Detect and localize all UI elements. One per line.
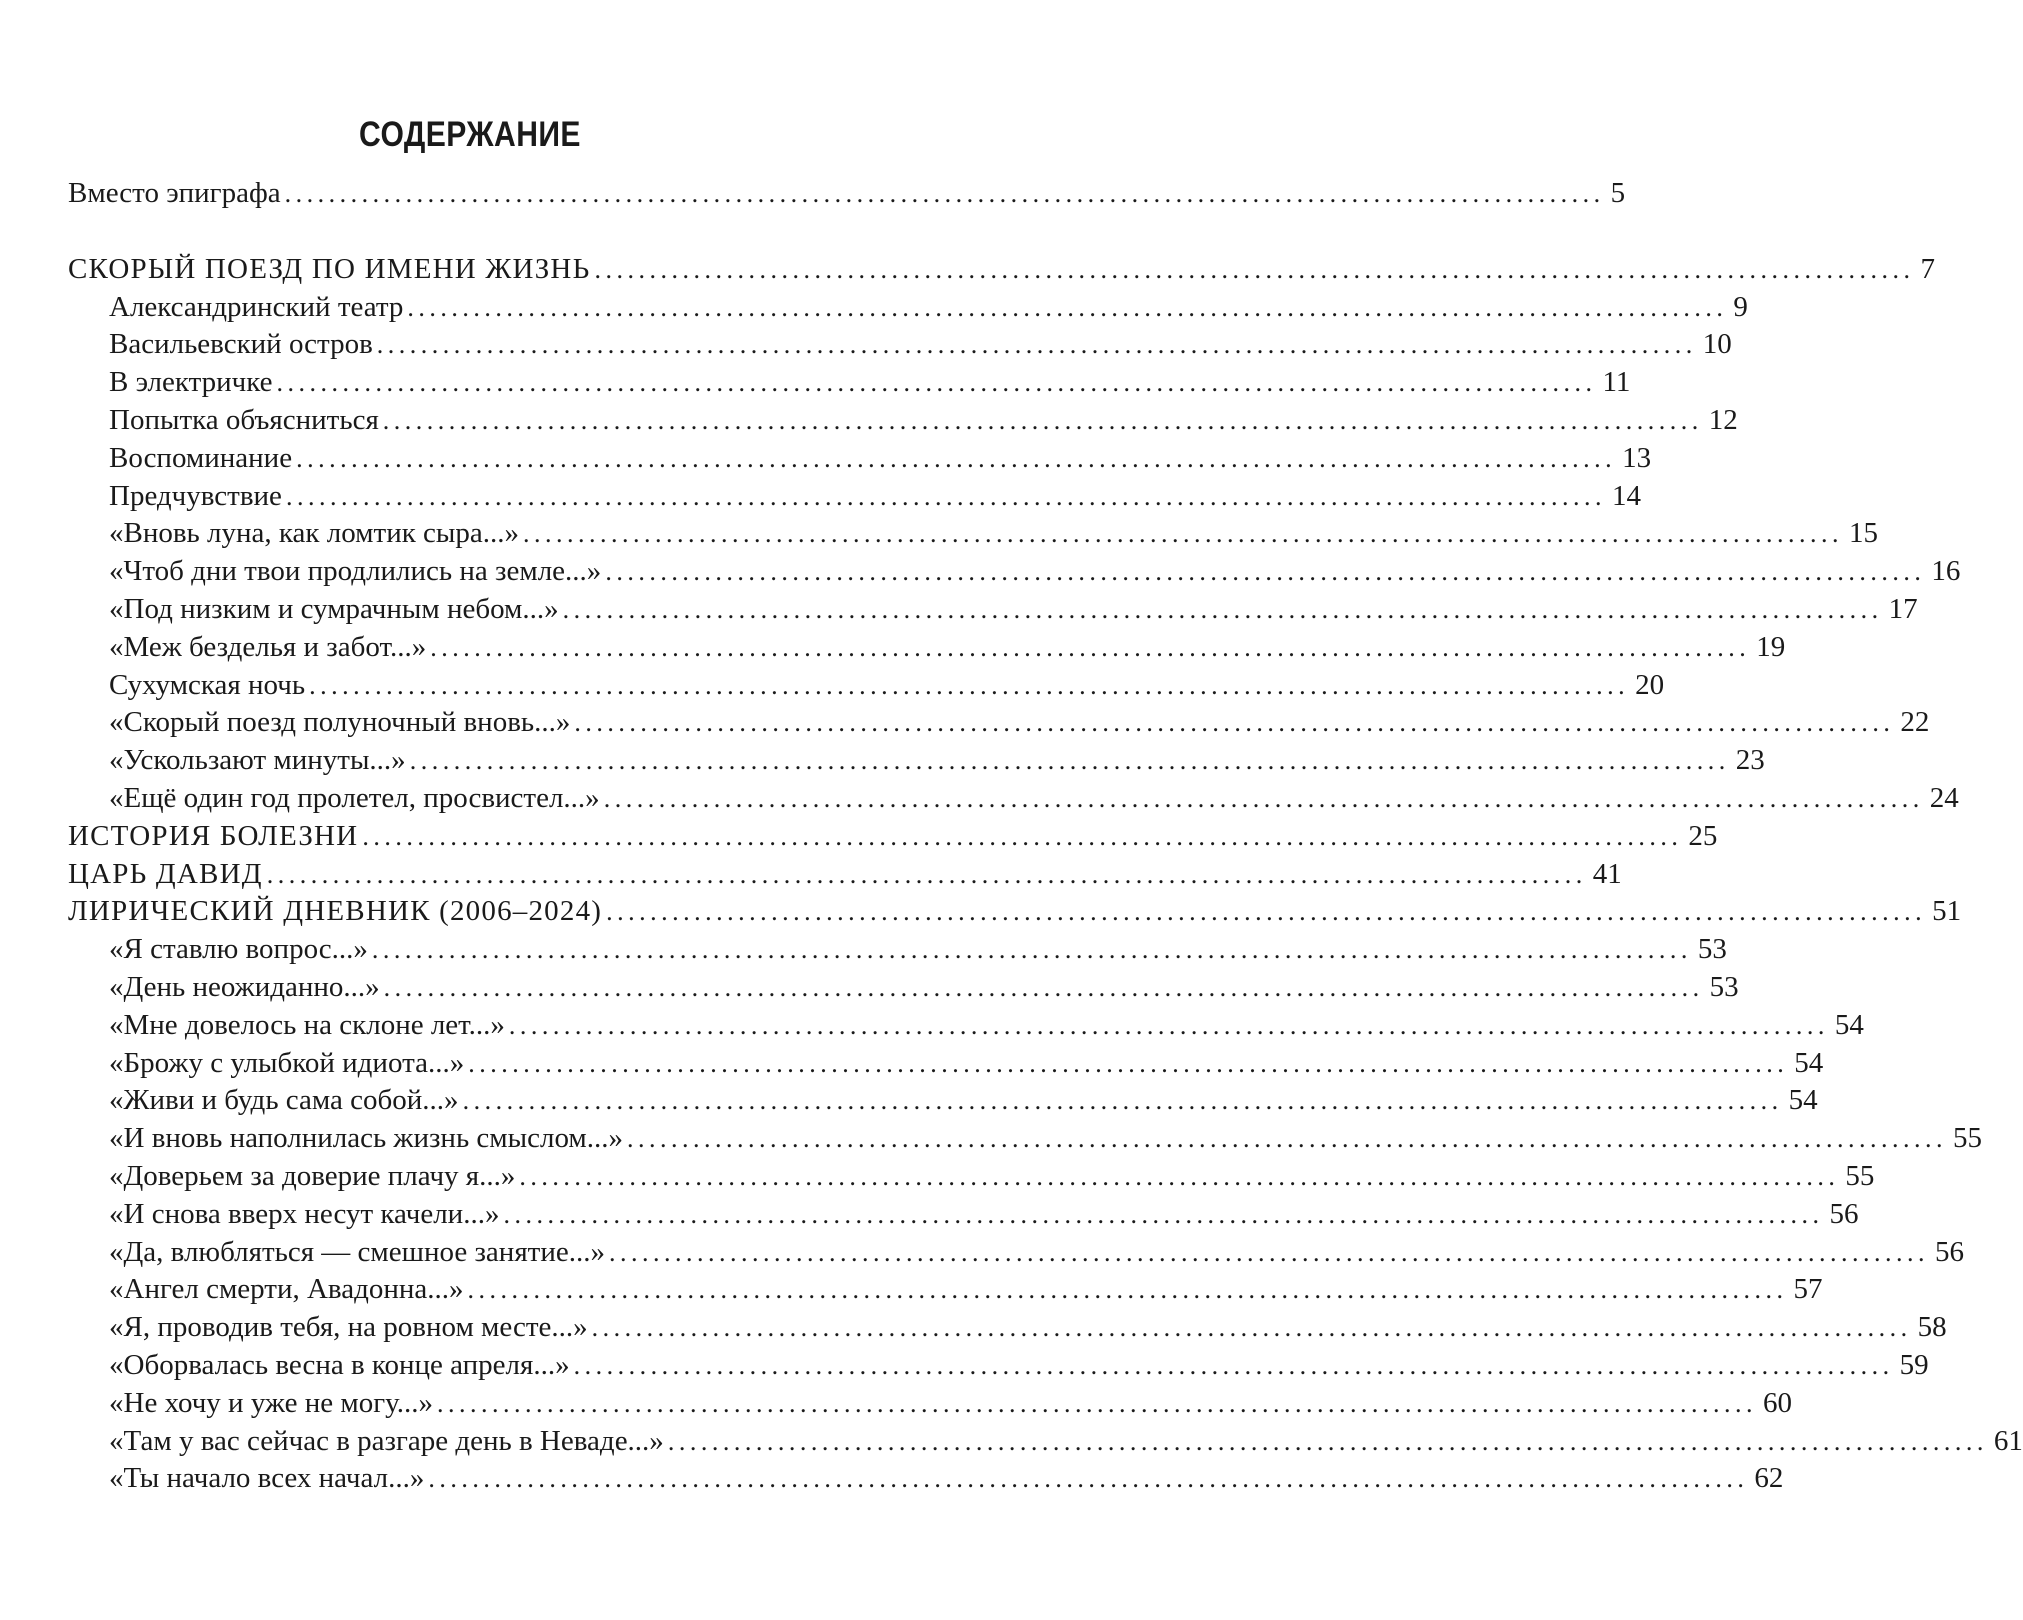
toc-entry-title: «Чтоб дни твои продлились на земле...» [109, 555, 602, 588]
toc-entry-page-number: 55 [1953, 1122, 1983, 1155]
dot-leader: ........................................................................................................................ [428, 1464, 1749, 1494]
dot-leader: ........................................................................................................................ [276, 368, 1597, 398]
toc-entry-page-number: 17 [1888, 592, 1918, 625]
toc-entry-title: «И снова вверх несут качели...» [109, 1197, 500, 1230]
toc-entry-title: «Я ставлю вопрос...» [109, 933, 368, 966]
toc-entry-title: Сухумская ночь [109, 668, 306, 701]
toc-entry-title: «День неожиданно...» [109, 970, 380, 1003]
toc-entry-page-number: 19 [1756, 630, 1786, 663]
toc-entry [68, 969, 1739, 1007]
toc-entry-title: Воспоминание [109, 441, 293, 474]
dot-leader: ........................................................................................................................ [574, 708, 1895, 738]
toc-entry [68, 1120, 1983, 1158]
dot-leader: ........................................................................................................................ [382, 405, 1703, 435]
dot-leader: ........................................................................................................................ [409, 746, 1730, 776]
toc-entry-page-number: 20 [1635, 668, 1665, 701]
toc-entry-title: Васильевский остров [109, 328, 373, 361]
toc-entry-page-number: 22 [1900, 706, 1930, 739]
toc-entry [68, 667, 1665, 705]
toc-entry-page-number: 59 [1899, 1348, 1929, 1381]
toc-entry [68, 780, 1959, 818]
toc-entry-title: «Оборвалась весна в конце апреля...» [109, 1348, 570, 1381]
toc-entry-title: Предчувствие [109, 479, 282, 512]
toc-entry-title: Александринский театр [109, 290, 404, 323]
dot-leader: ........................................................................................................................ [296, 443, 1617, 473]
toc-entry [68, 553, 1961, 591]
dot-leader: ........................................................................................................................ [667, 1426, 1988, 1456]
toc-entry-page-number: 56 [1934, 1235, 1964, 1268]
toc-entry [68, 591, 1918, 629]
toc-entry-page-number: 41 [1592, 857, 1622, 890]
dot-leader: ........................................................................................................................ [376, 330, 1697, 360]
dot-leader: ........................................................................................................................ [371, 935, 1692, 965]
toc-entry [68, 326, 1732, 364]
toc-entry [68, 478, 1641, 516]
dot-leader: ........................................................................................................................ [309, 670, 1630, 700]
dot-leader: ........................................................................................................................ [467, 1275, 1788, 1305]
toc-entry-page-number: 55 [1845, 1159, 1875, 1192]
toc-entry-title: «Скорый поезд полуночный вновь...» [109, 706, 571, 739]
toc-entry-page-number: 24 [1929, 781, 1959, 814]
toc-entry-page-number: 25 [1688, 819, 1718, 852]
dot-leader: ........................................................................................................................ [606, 897, 1927, 927]
toc-entry [68, 1007, 1864, 1045]
dot-leader: ........................................................................................................................ [430, 632, 1751, 662]
toc-entry-title: Вместо эпиграфа [68, 177, 281, 209]
toc-entry-page-number: 15 [1849, 517, 1879, 550]
toc-entry-page-number: 54 [1794, 1046, 1824, 1079]
toc-entry [68, 1423, 2023, 1461]
toc-entry-page-number: 11 [1602, 366, 1631, 399]
toc-entry [68, 1196, 1859, 1234]
toc-entry-title: «Ангел смерти, Авадонна...» [109, 1273, 464, 1306]
toc-entry-title: «Ускользают минуты...» [109, 744, 406, 777]
toc-entry-title: Попытка объясниться [109, 403, 379, 436]
toc-entry-title: «Меж безделья и забот...» [109, 630, 427, 663]
table-of-contents [68, 175, 2023, 1498]
dot-leader: ........................................................................................................................ [462, 1086, 1783, 1116]
toc-entry-title: СКОРЫЙ ПОЕЗД ПО ИМЕНИ ЖИЗНЬ [68, 252, 591, 285]
toc-entry-title: «Не хочу и уже не могу...» [109, 1386, 433, 1419]
toc-entry-title: «Ты начало всех начал...» [109, 1462, 425, 1495]
toc-entry-page-number: 23 [1735, 744, 1765, 777]
toc-entry [68, 440, 1652, 478]
dot-leader: ........................................................................................................................ [407, 292, 1728, 322]
toc-entry-title: «Да, влюбляться — смешное занятие...» [109, 1235, 605, 1268]
toc-entry-page-number: 62 [1754, 1462, 1784, 1495]
toc-entry-title: «Я, проводив тебя, на ровном месте...» [109, 1311, 588, 1344]
toc-entry-title: «Доверьем за доверие плачу я...» [109, 1159, 516, 1192]
toc-entry [68, 629, 1786, 667]
toc-entry [68, 364, 1631, 402]
toc-entry-page-number: 9 [1733, 290, 1748, 323]
toc-entry-page-number: 7 [1920, 252, 1935, 285]
toc-entry-title: «Брожу с улыбкой идиота...» [109, 1046, 465, 1079]
toc-entry-page-number: 56 [1829, 1197, 1859, 1230]
dot-leader: ........................................................................................................................ [605, 557, 1926, 587]
toc-entry-page-number: 58 [1917, 1311, 1947, 1344]
dot-leader: ........................................................................................................................ [519, 1161, 1840, 1191]
toc-entry [68, 1234, 1964, 1272]
toc-entry-title: ИСТОРИЯ БОЛЕЗНИ [68, 819, 359, 852]
toc-entry-title: «И вновь наполнилась жизнь смыслом...» [109, 1122, 624, 1155]
dot-leader: ........................................................................................................................ [284, 179, 1605, 208]
toc-entry-page-number: 57 [1793, 1273, 1823, 1306]
dot-leader: ........................................................................................................................ [603, 783, 1924, 813]
toc-entry [68, 515, 1879, 553]
toc-entry-title: «Там у вас сейчас в разгаре день в Неваде...» [109, 1424, 664, 1457]
toc-entry-page-number: 53 [1709, 970, 1739, 1003]
toc-section-entry [68, 893, 1962, 931]
dot-leader: ........................................................................................................................ [591, 1313, 1912, 1343]
toc-entry-title: «Под низким и сумрачным небом...» [109, 592, 559, 625]
toc-entry [68, 175, 1626, 213]
dot-leader: ........................................................................................................................ [383, 972, 1704, 1002]
toc-entry [68, 1045, 1824, 1083]
toc-entry-title: ЛИРИЧЕСКИЙ ДНЕВНИК (2006–2024) [68, 895, 603, 928]
toc-entry-title: «Ещё один год пролетел, просвистел...» [109, 781, 600, 814]
toc-entry-page-number: 14 [1611, 479, 1641, 512]
toc-entry [68, 1460, 1784, 1498]
dot-leader: ........................................................................................................................ [503, 1199, 1824, 1229]
dot-leader: ........................................................................................................................ [608, 1237, 1929, 1267]
toc-entry [68, 1082, 1818, 1120]
toc-entry-page-number: 53 [1697, 933, 1727, 966]
dot-leader: ........................................................................................................................ [523, 519, 1844, 549]
toc-entry [68, 704, 1930, 742]
page-title: СОДЕРЖАНИЕ [359, 115, 581, 155]
toc-entry [68, 1271, 1823, 1309]
toc-entry-page-number: 54 [1834, 1008, 1864, 1041]
dot-leader: ........................................................................................................................ [573, 1350, 1894, 1380]
toc-entry [68, 1385, 1792, 1423]
toc-entry [68, 1347, 1929, 1385]
toc-entry-page-number: 51 [1932, 895, 1962, 928]
toc-entry-page-number: 16 [1931, 555, 1961, 588]
toc-entry-page-number: 13 [1622, 441, 1652, 474]
dot-leader: ........................................................................................................................ [627, 1124, 1948, 1154]
toc-entry [68, 289, 1748, 327]
toc-section-entry [68, 818, 1718, 856]
dot-leader: ........................................................................................................................ [362, 821, 1683, 851]
toc-entry-page-number: 5 [1610, 177, 1626, 209]
dot-leader: ........................................................................................................................ [285, 481, 1606, 511]
dot-leader: ........................................................................................................................ [594, 254, 1915, 284]
dot-leader: ........................................................................................................................ [266, 859, 1587, 889]
toc-entry-title: В электричке [109, 366, 273, 399]
toc-section-entry [68, 856, 1622, 894]
toc-entry-title: ЦАРЬ ДАВИД [68, 857, 263, 890]
dot-leader: ........................................................................................................................ [508, 1010, 1829, 1040]
toc-entry-page-number: 10 [1702, 328, 1732, 361]
toc-entry [68, 931, 1727, 969]
toc-entry [68, 402, 1738, 440]
toc-entry-title: «Живи и будь сама собой...» [109, 1084, 459, 1117]
toc-section-entry [68, 251, 1935, 289]
toc-entry-title: «Вновь луна, как ломтик сыра...» [109, 517, 520, 550]
toc-entry [68, 1158, 1875, 1196]
toc-entry-page-number: 61 [1993, 1424, 2023, 1457]
toc-entry [68, 742, 1765, 780]
toc-entry-title: «Мне довелось на склоне лет...» [109, 1008, 505, 1041]
toc-entry [68, 1309, 1947, 1347]
dot-leader: ........................................................................................................................ [468, 1048, 1789, 1078]
toc-entry-page-number: 12 [1708, 403, 1738, 436]
toc-entry-page-number: 60 [1762, 1386, 1792, 1419]
dot-leader: ........................................................................................................................ [562, 594, 1883, 624]
toc-entry-page-number: 54 [1788, 1084, 1818, 1117]
dot-leader: ........................................................................................................................ [436, 1388, 1757, 1418]
